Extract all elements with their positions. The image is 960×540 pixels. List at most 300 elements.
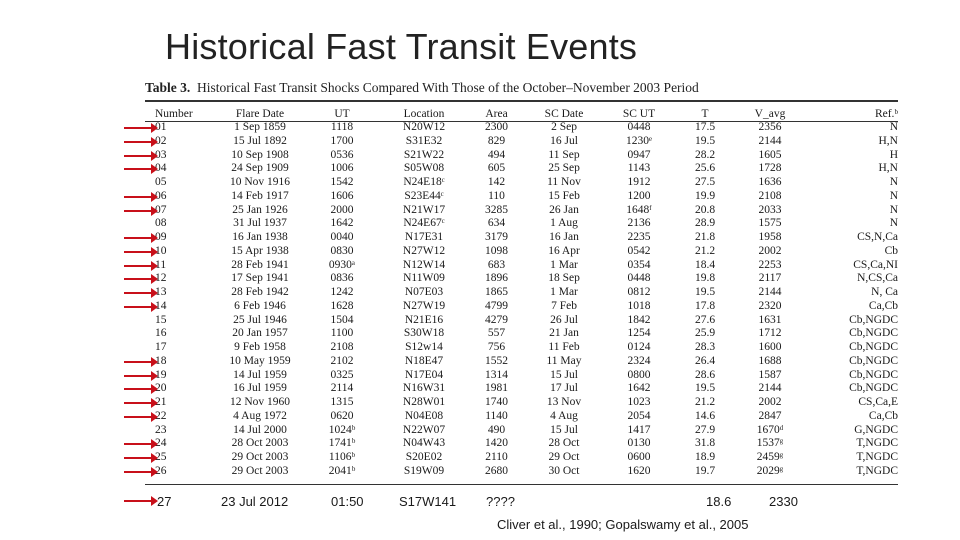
cell-sc-ut: 1642 [627,382,651,395]
table-row [145,204,898,218]
cell-location: N11W09 [403,272,445,285]
cell-transit-time: 26.4 [694,354,716,367]
cell-ref: Cb,NGDC [849,354,898,367]
cell-flare-date: 28 Feb 1941 [231,258,289,271]
cell-speed: 2847 [758,409,782,422]
cell-number: 20 [155,382,167,395]
cell-number: 14 [155,299,167,312]
cell-speed: 2029ᵍ [756,464,784,477]
cell-ref: N [889,203,898,216]
cell-area: 2110 [485,451,508,463]
cell-number: 16 [155,327,167,340]
cell-number: 25 [155,451,167,463]
cell-flare-date: 16 Jan 1938 [232,231,288,243]
cell-location: N18E47 [404,354,444,367]
cell-sc-ut: 0542 [627,244,651,257]
header-sc-date: SC Date [544,107,584,120]
table-row [145,314,898,328]
cell-ref: Ca,Cb [868,299,898,312]
cell-ut: 2108 [330,341,354,353]
cell-sc-date: 11 Nov [547,176,581,188]
cell-sc-ut: 0354 [627,258,651,271]
cell-ut: 1741ᵇ [328,437,356,450]
cell-sc-ut: 1200 [627,189,651,202]
cell-area: 1981 [485,382,508,395]
cell-transit-time: 21.2 [694,244,716,257]
cell-speed: 1958 [758,231,782,243]
cell-sc-date: 30 Oct [548,464,580,477]
cell-location: N21E16 [404,313,444,326]
cell-ref: Cb,NGDC [849,313,898,326]
header-transit-time: T [701,107,709,120]
cell-transit-time: 19.8 [694,272,716,285]
cell-sc-date: 2 Sep [551,121,577,133]
cell-ut: 0040 [330,231,354,243]
cell-number: 15 [155,313,167,326]
cell-sc-ut: 1254 [627,327,651,340]
cell-ut: 1642 [330,217,354,230]
cell-ref: Cb,NGDC [849,382,898,395]
cell-speed: 2144 [758,382,782,395]
arrow-row-21 [124,402,154,404]
cell-number: 22 [155,409,167,422]
event-27-flare-date: 23 Jul 2012 [221,494,289,509]
cell-area: 3179 [485,231,508,243]
cell-ref: N [889,176,898,188]
cell-sc-ut: 1417 [627,423,651,436]
cell-number: 03 [155,148,167,161]
cell-ref: T,NGDC [856,437,898,450]
cell-number: 07 [155,203,167,216]
cell-location: N12W14 [402,258,446,271]
cell-flare-date: 6 Feb 1946 [234,299,286,312]
cell-flare-date: 29 Oct 2003 [231,464,289,477]
cell-flare-date: 28 Feb 1942 [231,286,289,298]
cell-ut: 2102 [330,354,354,367]
table-row [145,259,898,273]
event-27-area: ???? [486,494,515,509]
cell-area: 2680 [485,464,508,477]
cell-speed: 1537ᵍ [756,437,784,450]
cell-flare-date: 14 Feb 1917 [231,189,289,202]
cell-transit-time: 18.9 [694,451,716,463]
cell-ref: N [889,189,898,202]
header-sc-ut: SC UT [622,107,656,120]
cell-location: S20E02 [405,451,443,463]
cell-number: 01 [155,121,167,133]
cell-number: 09 [155,231,167,243]
cell-sc-ut: 1018 [627,299,651,312]
cell-sc-date: 15 Jul [550,423,578,436]
cell-sc-date: 11 Feb [548,341,580,353]
cell-ref: Cb [884,244,898,257]
cell-flare-date: 14 Jul 1959 [233,368,287,381]
cell-sc-ut: 0812 [627,286,651,298]
cell-transit-time: 27.9 [694,423,716,436]
cell-speed: 2320 [758,299,782,312]
arrow-row-13 [124,292,154,294]
arrow-row-19 [124,375,154,377]
cell-sc-ut: 1842 [627,313,651,326]
cell-ut: 0836 [330,272,354,285]
cell-ut: 0830 [330,244,354,257]
cell-sc-ut: 0124 [627,341,651,353]
cell-transit-time: 19.5 [694,286,716,298]
cell-sc-ut: 1230ᵉ [626,134,652,147]
cell-area: 756 [487,341,506,353]
cell-ref: Cb,NGDC [849,341,898,353]
header-area: Area [485,107,508,120]
cell-flare-date: 28 Oct 2003 [231,437,289,450]
slide-title: Historical Fast Transit Events [165,26,638,67]
historical-shocks-table [145,106,898,479]
table-row [145,121,898,135]
arrow-row-01 [124,127,154,129]
cell-sc-ut: 0448 [627,272,651,285]
cell-sc-date: 13 Nov [546,396,582,408]
cell-flare-date: 24 Sep 1909 [231,162,289,175]
cell-transit-time: 17.5 [694,121,716,133]
cell-location: N20W12 [402,121,446,133]
cell-location: S30W18 [403,327,445,340]
event-27-location: S17W141 [399,494,457,509]
cell-transit-time: 20.8 [694,203,716,216]
table-top-rule [145,100,898,102]
cell-ref: N [889,217,898,230]
cell-area: 1896 [485,272,508,285]
table-row [145,300,898,314]
table-row [145,424,898,438]
cell-sc-date: 1 Mar [550,286,578,298]
cell-location: N28W01 [402,396,446,408]
cell-area: 1865 [485,286,508,298]
cell-sc-date: 28 Oct [548,437,580,450]
arrow-row-12 [124,278,154,280]
cell-number: 21 [155,396,167,408]
cell-ref: Cb,NGDC [849,327,898,340]
cell-ref: G,NGDC [854,423,898,436]
cell-location: N21W17 [402,203,446,216]
cell-area: 2300 [485,121,508,133]
cell-transit-time: 25.6 [694,162,716,175]
event-27-transit-time: 18.6 [706,494,732,509]
cell-ut: 2114 [330,382,354,395]
table-caption [145,80,699,96]
cell-speed: 2117 [758,272,782,285]
arrow-row-27 [124,500,154,502]
cell-flare-date: 20 Jan 1957 [232,327,288,340]
cell-area: 4799 [485,299,508,312]
arrow-row-03 [124,155,154,157]
table-row [145,135,898,149]
cell-flare-date: 12 Nov 1960 [229,396,291,408]
cell-sc-ut: 1912 [627,176,651,188]
cell-ut: 1242 [330,286,354,298]
cell-transit-time: 19.7 [694,464,716,477]
cell-location: S21W22 [403,148,445,161]
cell-sc-ut: 1023 [627,396,651,408]
cell-sc-date: 21 Jan [549,327,579,340]
cell-speed: 2002 [758,396,782,408]
cell-transit-time: 28.2 [694,148,716,161]
cell-sc-date: 26 Jul [550,313,578,326]
cell-location: N22W07 [402,423,446,436]
cell-location: S23E44ᶜ [404,189,444,202]
cell-area: 3285 [485,203,508,216]
cell-sc-date: 11 May [546,354,582,367]
cell-speed: 2356 [758,121,782,133]
cell-ut: 0536 [330,148,354,161]
cell-area: 1140 [485,409,508,422]
cell-flare-date: 4 Aug 1972 [233,409,287,422]
cell-area: 4279 [485,313,508,326]
cell-transit-time: 14.6 [694,409,716,422]
cell-number: 06 [155,189,167,202]
cell-ut: 1006 [330,162,354,175]
cell-area: 1552 [485,354,508,367]
header-ut: UT [334,107,350,120]
table-row [145,149,898,163]
cell-ref: T,NGDC [856,464,898,477]
cell-ut: 1118 [330,121,354,133]
cell-area: 557 [487,327,506,340]
header-location: Location [403,107,445,120]
cell-location: N24E18ᶜ [403,176,445,188]
cell-number: 13 [155,286,167,298]
cell-sc-ut: 0600 [627,451,651,463]
arrow-row-10 [124,251,154,253]
cell-flare-date: 10 Sep 1908 [231,148,289,161]
table-row [145,410,898,424]
cell-ut: 1628 [330,299,354,312]
cell-sc-ut: 1620 [627,464,651,477]
cell-flare-date: 10 Nov 1916 [229,176,291,188]
cell-transit-time: 28.6 [694,368,716,381]
cell-sc-date: 16 Apr [548,244,580,257]
cell-number: 08 [155,217,167,230]
event-27-number: 27 [157,494,172,509]
cell-flare-date: 9 Feb 1958 [234,341,286,353]
cell-sc-date: 25 Sep [548,162,580,175]
cell-transit-time: 19.5 [694,382,716,395]
arrow-row-09 [124,237,154,239]
table-row [145,245,898,259]
arrow-row-26 [124,471,154,473]
cell-location: N04E08 [404,409,444,422]
cell-transit-time: 25.9 [694,327,716,340]
header-flare-date: Flare Date [235,107,285,120]
cell-ref: H [889,148,898,161]
table-row [145,341,898,355]
cell-sc-ut: 1648ᶠ [626,203,652,216]
cell-sc-ut: 0130 [627,437,651,450]
cell-sc-ut: 2136 [627,217,651,230]
cell-ref: CS,Ca,E [858,396,898,408]
arrow-row-04 [124,168,154,170]
cell-number: 23 [155,423,167,436]
cell-sc-ut: 0800 [627,368,651,381]
cell-flare-date: 31 Jul 1937 [233,217,287,230]
table-row [145,369,898,383]
table-caption-label: Table 3. [145,80,191,95]
cell-speed: 1712 [758,327,782,340]
cell-number: 19 [155,368,167,381]
cell-ut: 1504 [330,313,354,326]
cell-sc-ut: 1143 [627,162,651,175]
cell-ref: H,N [878,162,898,175]
arrow-row-20 [124,388,154,390]
cell-number: 26 [155,464,167,477]
table-row [145,437,898,451]
arrow-row-14 [124,306,154,308]
header-number: Number [155,107,193,120]
cell-transit-time: 28.3 [694,341,716,353]
arrow-row-24 [124,443,154,445]
arrow-row-07 [124,210,154,212]
cell-location: S31E32 [405,134,443,147]
cell-area: 1098 [485,244,508,257]
cell-area: 683 [487,258,506,271]
table-row [145,451,898,465]
cell-speed: 2002 [758,244,782,257]
cell-sc-date: 4 Aug [550,409,578,422]
table-row [145,190,898,204]
cell-sc-date: 1 Mar [550,258,578,271]
cell-sc-date: 26 Jan [549,203,579,216]
cell-area: 110 [488,189,505,202]
cell-speed: 2033 [758,203,782,216]
header-speed: V_avg [754,107,786,120]
cell-sc-date: 16 Jul [550,134,578,147]
cell-transit-time: 21.8 [694,231,716,243]
cell-transit-time: 31.8 [694,437,716,450]
table-row [145,396,898,410]
cell-sc-ut: 2235 [627,231,651,243]
cell-area: 142 [487,176,506,188]
event-27-speed: 2330 [769,494,798,509]
cell-area: 1740 [485,396,508,408]
table-header-row [145,106,898,121]
cell-sc-ut: 2054 [627,409,651,422]
cell-sc-ut: 2324 [627,354,651,367]
cell-sc-date: 16 Jan [549,231,579,243]
cell-sc-date: 15 Jul [550,368,578,381]
cell-ref: Cb,NGDC [849,368,898,381]
cell-transit-time: 27.5 [694,176,716,188]
cell-ut: 1315 [330,396,354,408]
cell-ut: 1542 [330,176,354,188]
cell-speed: 1575 [758,217,782,230]
cell-transit-time: 21.2 [694,396,716,408]
cell-transit-time: 18.4 [694,258,716,271]
cell-area: 1314 [485,368,508,381]
cell-flare-date: 1 Sep 1859 [234,121,286,133]
cell-ref: CS,Ca,NI [853,258,898,271]
table-row [145,217,898,231]
cell-area: 634 [487,217,506,230]
cell-speed: 1631 [758,313,782,326]
cell-sc-date: 18 Sep [548,272,580,285]
cell-sc-date: 17 Jul [550,382,578,395]
cell-speed: 1636 [758,176,782,188]
cell-sc-ut: 0947 [627,148,651,161]
table-row [145,465,898,479]
cell-number: 24 [155,437,167,450]
cell-number: 12 [155,272,167,285]
cell-location: S05W08 [403,162,445,175]
cell-ut: 1100 [330,327,354,340]
cell-transit-time: 27.6 [694,313,716,326]
cell-sc-date: 1 Aug [550,217,578,230]
table-caption-text: Historical Fast Transit Shocks Compared With Those of the October–November 2003 Period [197,80,699,95]
cell-sc-ut: 0448 [627,121,651,133]
arrow-row-22 [124,416,154,418]
cell-location: N16W31 [402,382,446,395]
cell-location: S12w14 [405,341,443,353]
table-row [145,327,898,341]
citation: Cliver et al., 1990; Gopalswamy et al., 2005 [497,517,749,532]
cell-area: 1420 [485,437,508,450]
cell-speed: 2253 [758,258,782,271]
table-row [145,231,898,245]
cell-ut: 1106ᵇ [328,451,356,463]
cell-sc-date: 7 Feb [551,299,577,312]
cell-ut: 0930ᵃ [328,258,356,271]
cell-ut: 1606 [330,189,354,202]
arrow-row-18 [124,361,154,363]
cell-ref: T,NGDC [856,451,898,463]
cell-location: S19W09 [403,464,445,477]
cell-flare-date: 10 May 1959 [229,354,291,367]
table-row [145,355,898,369]
cell-speed: 1670ᵈ [756,423,784,436]
cell-location: N24E67ᶜ [403,217,445,230]
arrow-row-11 [124,265,154,267]
cell-ref: N,CS,Ca [857,272,898,285]
cell-area: 605 [487,162,506,175]
cell-number: 02 [155,134,167,147]
cell-area: 490 [487,423,506,436]
cell-sc-date: 15 Feb [548,189,580,202]
cell-location: N04W43 [402,437,446,450]
cell-flare-date: 29 Oct 2003 [231,451,289,463]
cell-ref: Ca,Cb [868,409,898,422]
cell-ut: 2041ᵇ [328,464,356,477]
cell-transit-time: 28.9 [694,217,716,230]
cell-speed: 1688 [758,354,782,367]
arrow-row-02 [124,141,154,143]
cell-location: N27W19 [402,299,446,312]
cell-ref: N, Ca [871,286,898,298]
cell-ut: 0325 [330,368,354,381]
table-row [145,382,898,396]
cell-transit-time: 17.8 [694,299,716,312]
cell-ref: CS,N,Ca [857,231,898,243]
arrow-row-25 [124,457,154,459]
cell-number: 11 [155,258,167,271]
cell-speed: 2144 [758,134,782,147]
cell-number: 10 [155,244,167,257]
cell-speed: 1587 [758,368,782,381]
cell-sc-date: 29 Oct [548,451,580,463]
cell-speed: 2144 [758,286,782,298]
cell-ut: 1024ᵇ [328,423,356,436]
cell-area: 494 [487,148,506,161]
cell-flare-date: 25 Jan 1926 [232,203,288,216]
cell-location: N27W12 [402,244,446,257]
cell-flare-date: 14 Jul 2000 [233,423,287,436]
cell-transit-time: 19.9 [694,189,716,202]
